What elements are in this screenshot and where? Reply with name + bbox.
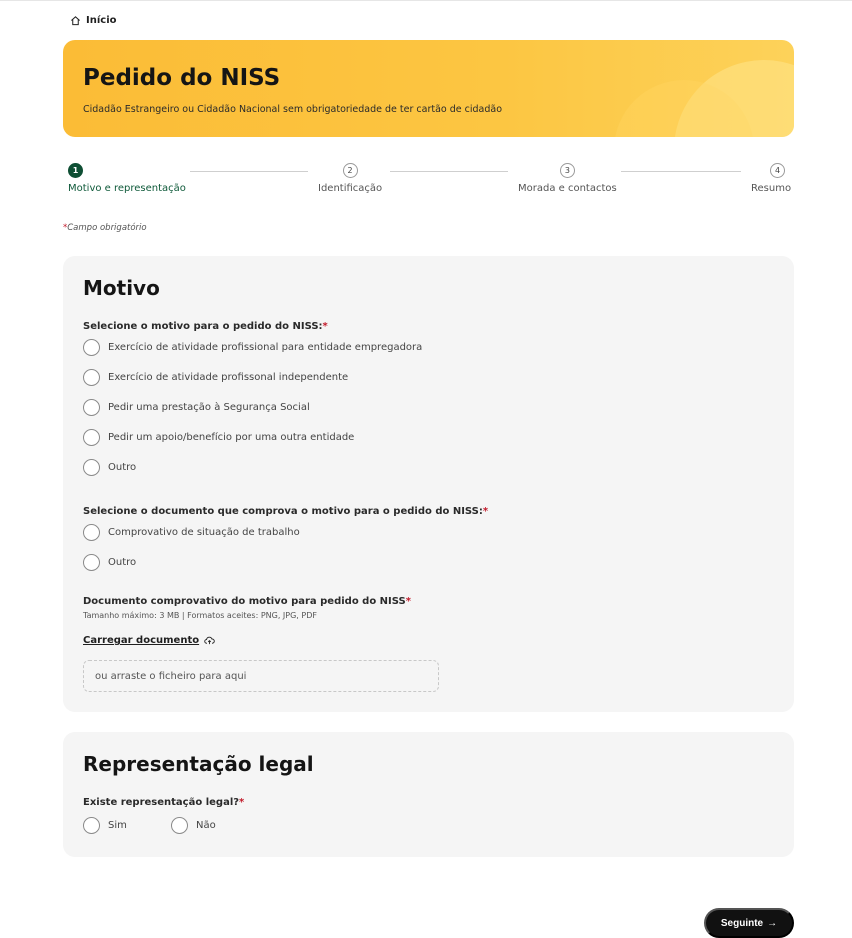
step-number: 3 (560, 163, 575, 178)
documento-option-outro[interactable] (83, 554, 136, 571)
breadcrumb (70, 15, 117, 26)
documento-question-label: Selecione o documento que comprova o motivo para o pedido do NISS:* (83, 506, 489, 517)
motivo-option-apoio[interactable] (83, 429, 354, 446)
next-button[interactable] (704, 908, 794, 938)
motivo-option-outro[interactable] (83, 459, 136, 476)
radio-label: Exercício de atividade profissonal independente (108, 372, 349, 383)
radio-button[interactable] (83, 369, 100, 386)
radio-button[interactable] (83, 817, 100, 834)
radio-label: Outro (108, 557, 137, 568)
step-number: 4 (770, 163, 785, 178)
cloud-upload-icon[interactable] (204, 635, 215, 646)
motivo-question-label: Selecione o motivo para o pedido do NISS:* (83, 321, 328, 332)
stepper-connector (190, 171, 308, 172)
progress-stepper (63, 163, 794, 203)
motivo-title: Motivo (83, 276, 160, 300)
step-label: Identificação (318, 183, 383, 194)
motivo-card (63, 256, 794, 712)
step-resumo[interactable] (751, 163, 791, 194)
upload-hint: Tamanho máximo: 3 MB | Formatos aceites: PNG, JPG, PDF (83, 611, 317, 620)
radio-label: Pedir um apoio/benefício por uma outra entidade (108, 432, 355, 443)
representacao-option-sim[interactable] (83, 817, 127, 834)
step-morada[interactable] (518, 163, 617, 194)
required-asterisk: * (63, 223, 68, 233)
required-field-note (63, 223, 147, 233)
documento-option-trabalho[interactable] (83, 524, 300, 541)
radio-label: Sim (108, 820, 127, 831)
radio-button[interactable] (83, 524, 100, 541)
representacao-option-nao[interactable] (171, 817, 216, 834)
upload-document-link[interactable] (83, 635, 215, 646)
top-divider (0, 0, 852, 1)
step-motivo[interactable] (68, 163, 186, 194)
upload-document-text[interactable]: Carregar documento (83, 635, 200, 646)
radio-button[interactable] (83, 429, 100, 446)
radio-button[interactable] (83, 399, 100, 416)
step-identificacao[interactable] (318, 163, 382, 194)
file-dropzone[interactable]: ou arraste o ficheiro para aqui (83, 660, 439, 692)
radio-label: Não (196, 820, 216, 831)
representacao-card (63, 732, 794, 857)
step-label: Motivo e representação (68, 183, 186, 194)
radio-label: Exercício de atividade profissional para entidade empregadora (108, 342, 423, 353)
page-subtitle: Cidadão Estrangeiro ou Cidadão Nacional sem obrigatoriedade de ter cartão de cidadão (83, 104, 503, 115)
step-number: 2 (343, 163, 358, 178)
radio-button[interactable] (83, 554, 100, 571)
radio-label: Comprovativo de situação de trabalho (108, 527, 300, 538)
home-icon[interactable] (70, 15, 81, 26)
representacao-title: Representação legal (83, 752, 314, 776)
next-button-label: Seguinte (720, 918, 764, 929)
radio-button[interactable] (83, 339, 100, 356)
step-label: Morada e contactos (518, 183, 617, 194)
motivo-option-independente[interactable] (83, 369, 348, 386)
page-banner (63, 40, 794, 137)
radio-label: Pedir uma prestação à Segurança Social (108, 402, 310, 413)
radio-label: Outro (108, 462, 137, 473)
motivo-option-empregadora[interactable] (83, 339, 422, 356)
radio-button[interactable] (171, 817, 188, 834)
representacao-question-label: Existe representação legal?* (83, 797, 245, 808)
arrow-right-icon: → (767, 918, 778, 929)
stepper-connector (621, 171, 741, 172)
radio-button[interactable] (83, 459, 100, 476)
documento-upload-label: Documento comprovativo do motivo para pedido do NISS* (83, 596, 411, 607)
step-number: 1 (68, 163, 83, 178)
page-title: Pedido do NISS (83, 65, 281, 91)
step-label: Resumo (751, 183, 792, 194)
motivo-option-prestacao[interactable] (83, 399, 310, 416)
stepper-connector (390, 171, 508, 172)
required-note-text: Campo obrigatório (67, 223, 147, 233)
breadcrumb-home-link[interactable]: Início (86, 15, 117, 26)
